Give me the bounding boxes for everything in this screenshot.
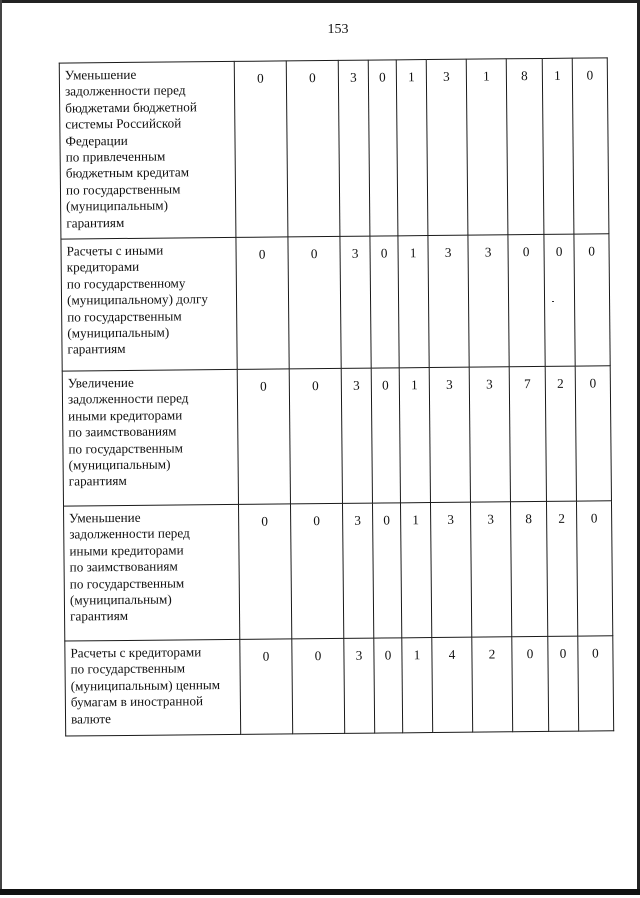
code-digit-cell: 0 — [578, 636, 614, 731]
row-label-line: гарантиям — [67, 341, 126, 357]
row-label-line: Расчеты с иными — [66, 242, 164, 259]
code-digit-cell: 3 — [469, 367, 510, 502]
code-digit-cell: 0 — [374, 638, 403, 733]
row-label-line: задолженности перед — [64, 82, 186, 99]
code-digit-cell: 1 — [402, 638, 433, 733]
row-label-cell — [59, 61, 236, 239]
code-digit-cell: 0 — [575, 366, 611, 501]
table-body — [59, 58, 613, 736]
code-digit-cell: 8 — [510, 501, 547, 636]
code-digit-cell: 1 — [396, 60, 428, 236]
code-digit-cell: 0 — [508, 234, 545, 366]
code-digit-cell: 2 — [546, 501, 577, 636]
code-digit-cell: 3 — [429, 367, 470, 502]
row-label-line: бюджетами бюджетной — [65, 99, 197, 116]
code-digit-cell: 0 — [292, 638, 345, 733]
table-row — [64, 501, 613, 641]
table-row — [65, 636, 614, 736]
row-label-line: по государственным — [65, 181, 181, 198]
code-digit-cell: 0 — [290, 503, 343, 638]
code-digit-cell: 0 — [236, 237, 289, 369]
row-label-line: по заимствованиям — [69, 558, 178, 575]
code-digit-cell: 3 — [430, 502, 471, 637]
code-digit-cell: 7 — [509, 366, 546, 501]
code-digit-cell: 1 — [399, 368, 430, 503]
row-label-line: (муниципальным) — [67, 324, 170, 341]
row-label-line: системы Российской — [65, 115, 182, 132]
table-row — [62, 366, 611, 506]
code-digit-cell: 1 — [400, 503, 431, 638]
code-digit-cell: 0 — [286, 60, 340, 236]
code-digit-cell: 0 — [237, 369, 290, 504]
code-digit-cell: 2 — [472, 637, 513, 732]
code-digit-cell: 0 — [512, 636, 549, 731]
classification-table — [59, 57, 614, 736]
code-digit-cell: 3 — [470, 502, 511, 637]
row-label-line: валюте — [70, 710, 112, 727]
row-label-line: Расчеты с кредиторами — [70, 644, 202, 661]
row-label-line: (муниципальным) — [68, 456, 171, 473]
row-label-cell — [65, 639, 241, 736]
row-label-line: гарантиям — [69, 608, 129, 624]
code-digit-cell: 0 — [288, 236, 341, 368]
row-label-line: Уменьшение — [64, 66, 137, 83]
row-label-line: по государственным — [68, 440, 184, 457]
row-label-line: по государственным — [69, 575, 185, 592]
row-label-line: Уменьшение — [69, 509, 141, 526]
row-label-line: (муниципальным) — [66, 197, 169, 214]
row-label-line: иными кредиторами — [69, 542, 184, 559]
code-digit-cell: 0 — [371, 368, 400, 503]
code-digit-cell: 3 — [338, 60, 370, 236]
code-digit-cell: 3 — [428, 235, 469, 367]
code-digit-cell: 3 — [340, 236, 371, 368]
table-row — [59, 58, 609, 239]
code-digit-cell: 0 — [548, 636, 579, 731]
code-digit-cell: 4 — [432, 637, 473, 732]
code-digit-cell: 0 — [238, 504, 291, 639]
code-digit-cell: 3 — [344, 638, 375, 733]
row-label-line: Увеличение — [67, 374, 134, 391]
code-digit-cell: 0 — [370, 236, 399, 368]
code-digit-cell: 3 — [341, 368, 372, 503]
code-digit-cell: 3 — [342, 503, 373, 638]
code-digit-cell: 0 — [372, 503, 401, 638]
table-row — [61, 234, 610, 371]
row-label-line: задолженности перед — [69, 525, 190, 542]
row-label-line: по государственным — [67, 308, 182, 325]
code-digit-cell: 0 — [234, 61, 288, 237]
row-label-line: гарантиям — [66, 214, 125, 231]
row-label-line: бумагам в иностранной — [70, 693, 204, 710]
code-digit-cell: 1 — [542, 58, 574, 234]
code-digit-cell: 0 — [240, 639, 293, 734]
code-digit-cell: 0 — [572, 58, 609, 234]
row-label-cell — [62, 369, 238, 506]
row-label-line: (муниципальным) — [69, 591, 172, 608]
row-label-line: по государственному — [66, 275, 186, 292]
code-digit-cell: 3 — [468, 235, 509, 367]
row-label-line: иными кредиторами — [68, 407, 183, 424]
row-label-line: гарантиям — [68, 473, 127, 489]
page-number: 153 — [327, 22, 349, 37]
row-label-line: по привлеченным — [65, 148, 166, 165]
code-digit-cell: 0 — [544, 234, 575, 366]
row-label-line: Федерации — [65, 132, 128, 149]
row-label-cell — [64, 504, 240, 641]
row-label-cell — [61, 237, 237, 371]
row-label-line: по заимствованиям — [68, 423, 177, 440]
row-label-line: (муниципальным) ценным — [70, 676, 221, 694]
code-digit-cell: 3 — [426, 59, 468, 235]
scan-speck — [552, 301, 554, 302]
row-label-line: задолженности перед — [67, 390, 189, 407]
code-digit-cell: 0 — [289, 368, 342, 503]
code-digit-cell: 1 — [466, 59, 508, 235]
code-digit-cell: 8 — [506, 58, 544, 234]
row-label-line: кредиторами — [66, 259, 140, 275]
row-label-line: по государственным — [70, 660, 186, 677]
code-digit-cell: 0 — [368, 60, 398, 236]
code-digit-cell: 0 — [574, 234, 610, 366]
code-digit-cell: 1 — [398, 236, 429, 368]
code-digit-cell: 2 — [545, 366, 576, 501]
row-label-line: (муниципальному) долгу — [66, 291, 209, 308]
code-digit-cell: 0 — [576, 501, 612, 636]
row-label-line: бюджетным кредитам — [65, 164, 190, 181]
